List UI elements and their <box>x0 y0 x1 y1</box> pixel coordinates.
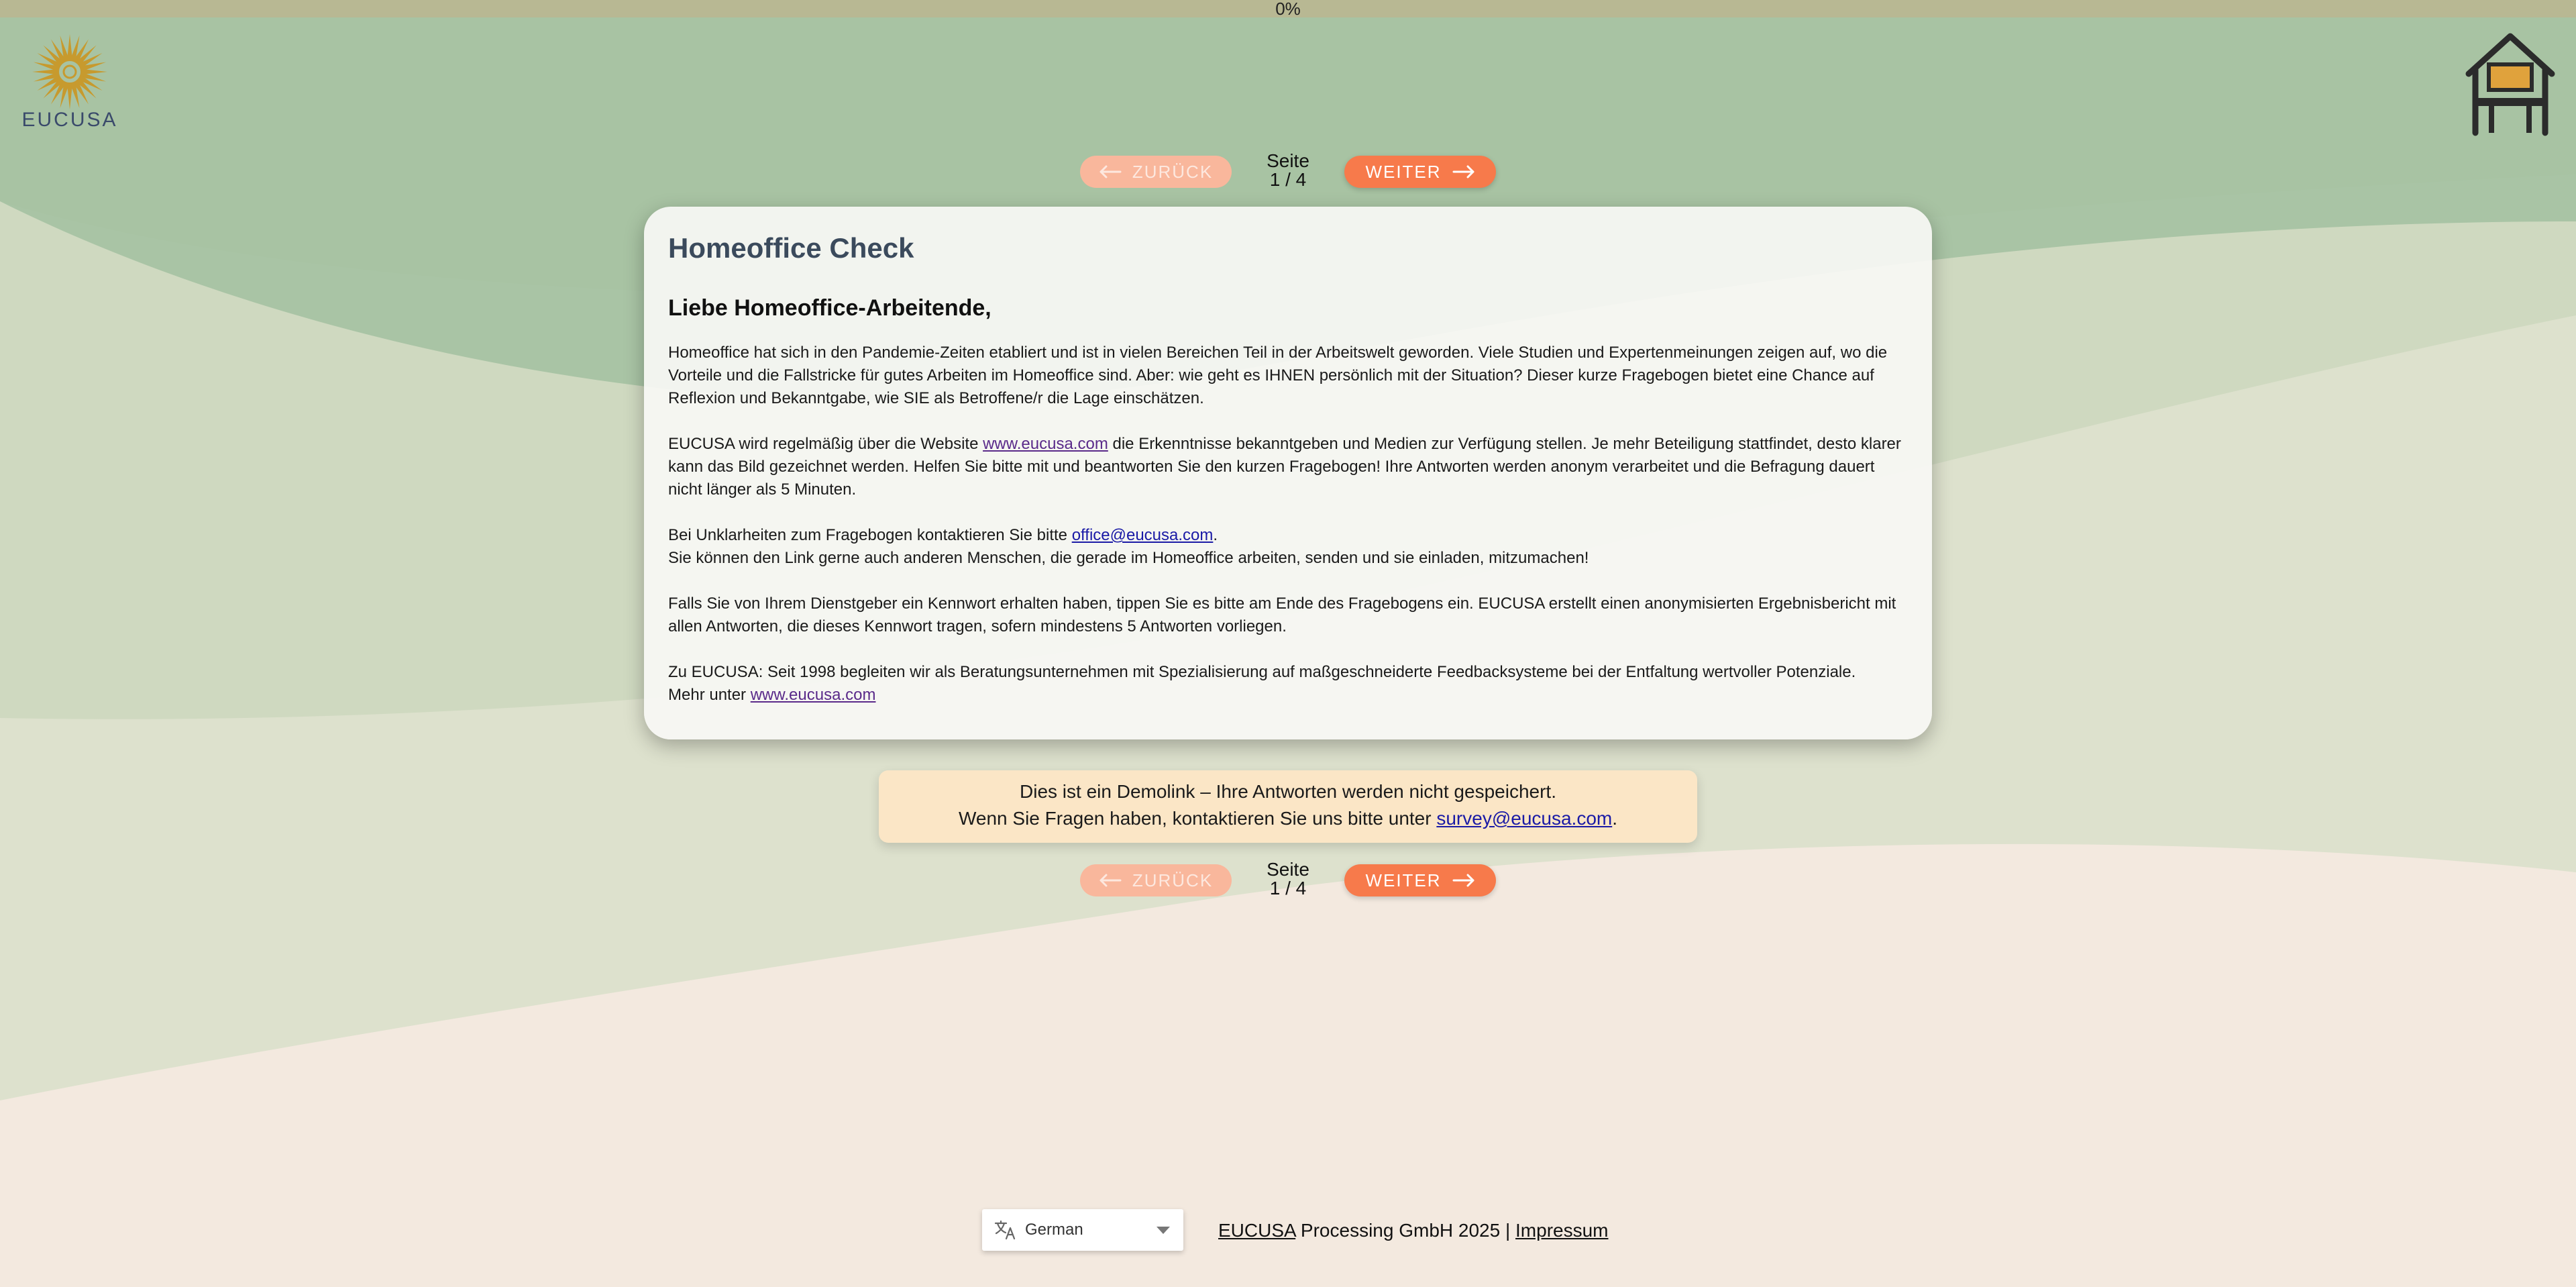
company-text: Processing GmbH 2025 | <box>1295 1220 1516 1241</box>
next-label: WEITER <box>1365 161 1442 182</box>
intro-paragraph-3: Bei Unklarheiten zum Fragebogen kontaktieren Sie bitte office@eucusa.com. Sie können den Link gerne auch anderen Menschen, die gerade im Homeoffice arbeiten, senden und sie einladen, mitzumachen! <box>668 526 1589 567</box>
back-button[interactable] <box>1080 156 1232 188</box>
home-office-house-icon <box>2463 32 2557 138</box>
website-link-2[interactable]: www.eucusa.com <box>750 686 876 704</box>
page-count: 1 / 4 <box>1269 169 1307 190</box>
page-indicator <box>1232 152 1344 189</box>
survey-email-link[interactable]: survey@eucusa.com <box>1436 808 1613 829</box>
logo-text: EUCUSA <box>21 109 118 131</box>
pager-top <box>1073 150 1503 193</box>
page-count: 1 / 4 <box>1269 878 1307 898</box>
demo-line-2: Wenn Sie Fragen haben, kontaktieren Sie uns bitte unter survey@eucusa.com. <box>958 808 1617 829</box>
back-button-bottom[interactable] <box>1080 864 1232 896</box>
page-word: Seite <box>1267 150 1309 171</box>
pager-bottom <box>1073 859 1503 902</box>
next-button-bottom[interactable] <box>1344 864 1496 896</box>
page-indicator-bottom <box>1232 860 1344 898</box>
translate-icon <box>994 1220 1017 1240</box>
back-label: ZURÜCK <box>1132 161 1214 182</box>
website-link[interactable]: www.eucusa.com <box>983 435 1108 453</box>
arrow-left-icon <box>1099 874 1122 887</box>
intro-paragraph-4: Falls Sie von Ihrem Dienstgeber ein Kennwort erhalten haben, tippen Sie es bitte am Ende des Fragebogens ein. EUCUSA erstellt einen anonymisierten Ergebnisbericht mit allen Antworten, die dieses Kennwort tragen, sofern mindestens 5 Antworten vorliegen. <box>668 595 1896 635</box>
page-word: Seite <box>1267 859 1309 880</box>
arrow-left-icon <box>1099 165 1122 178</box>
arrow-right-icon <box>1452 165 1475 178</box>
progress-label: 0% <box>1275 0 1301 19</box>
next-label: WEITER <box>1365 870 1442 890</box>
intro-card <box>644 207 1932 739</box>
impressum-link[interactable]: Impressum <box>1515 1220 1609 1241</box>
arrow-right-icon <box>1452 874 1475 887</box>
language-value: German <box>1025 1221 1083 1239</box>
next-button[interactable] <box>1344 156 1496 188</box>
sun-logo-icon <box>26 32 113 111</box>
greeting: Liebe Homeoffice-Arbeitende, <box>668 295 991 321</box>
intro-paragraph-5: Zu EUCUSA: Seit 1998 begleiten wir als Beratungsunternehmen mit Spezialisierung auf maßgeschneiderte Feedbacksysteme bei der Entfaltung wertvoller Potenziale. Mehr unter www.eucusa.com <box>668 663 1856 704</box>
eucusa-logo[interactable] <box>16 32 123 140</box>
office-email-link[interactable]: office@eucusa.com <box>1071 526 1214 544</box>
demo-line-1: Dies ist ein Demolink – Ihre Antworten werden nicht gespeichert. <box>1020 781 1556 802</box>
intro-paragraph-1: Homeoffice hat sich in den Pandemie-Zeiten etabliert und ist in vielen Bereichen Teil in der Arbeitswelt geworden. Viele Studien und Expertenmeinungen zeigen auf, wo die Vorteile und die Fallstricke für gutes Arbeiten im Homeoffice sind. Aber: wie geht es IHNEN persönlich mit der Situation? Dieser kurze Fragebogen bietet eine Chance auf Reflexion und Bekanntgabe, wie SIE als Betroffene/r die Lage einschätzen. <box>668 344 1888 407</box>
caret-down-icon <box>1157 1227 1170 1234</box>
company-link[interactable]: EUCUSA <box>1218 1220 1296 1241</box>
language-select[interactable] <box>982 1209 1183 1251</box>
demo-notice <box>879 770 1697 843</box>
intro-paragraph-2: EUCUSA wird regelmäßig über die Website www.eucusa.com die Erkenntnisse bekanntgeben und Medien zur Verfügung stellen. Je mehr Beteiligung stattfindet, desto klarer kann das Bild gezeichnet werden. Helfen Sie bitte mit und beantworten Sie den kurzen Fragebogen! Ihre Antworten werden anonym verarbeitet und die Befragung dauert nicht länger als 5 Minuten. <box>668 435 1901 499</box>
survey-title: Homeoffice Check <box>668 232 914 264</box>
back-label: ZURÜCK <box>1132 870 1214 890</box>
footer-text <box>1218 1219 1609 1243</box>
